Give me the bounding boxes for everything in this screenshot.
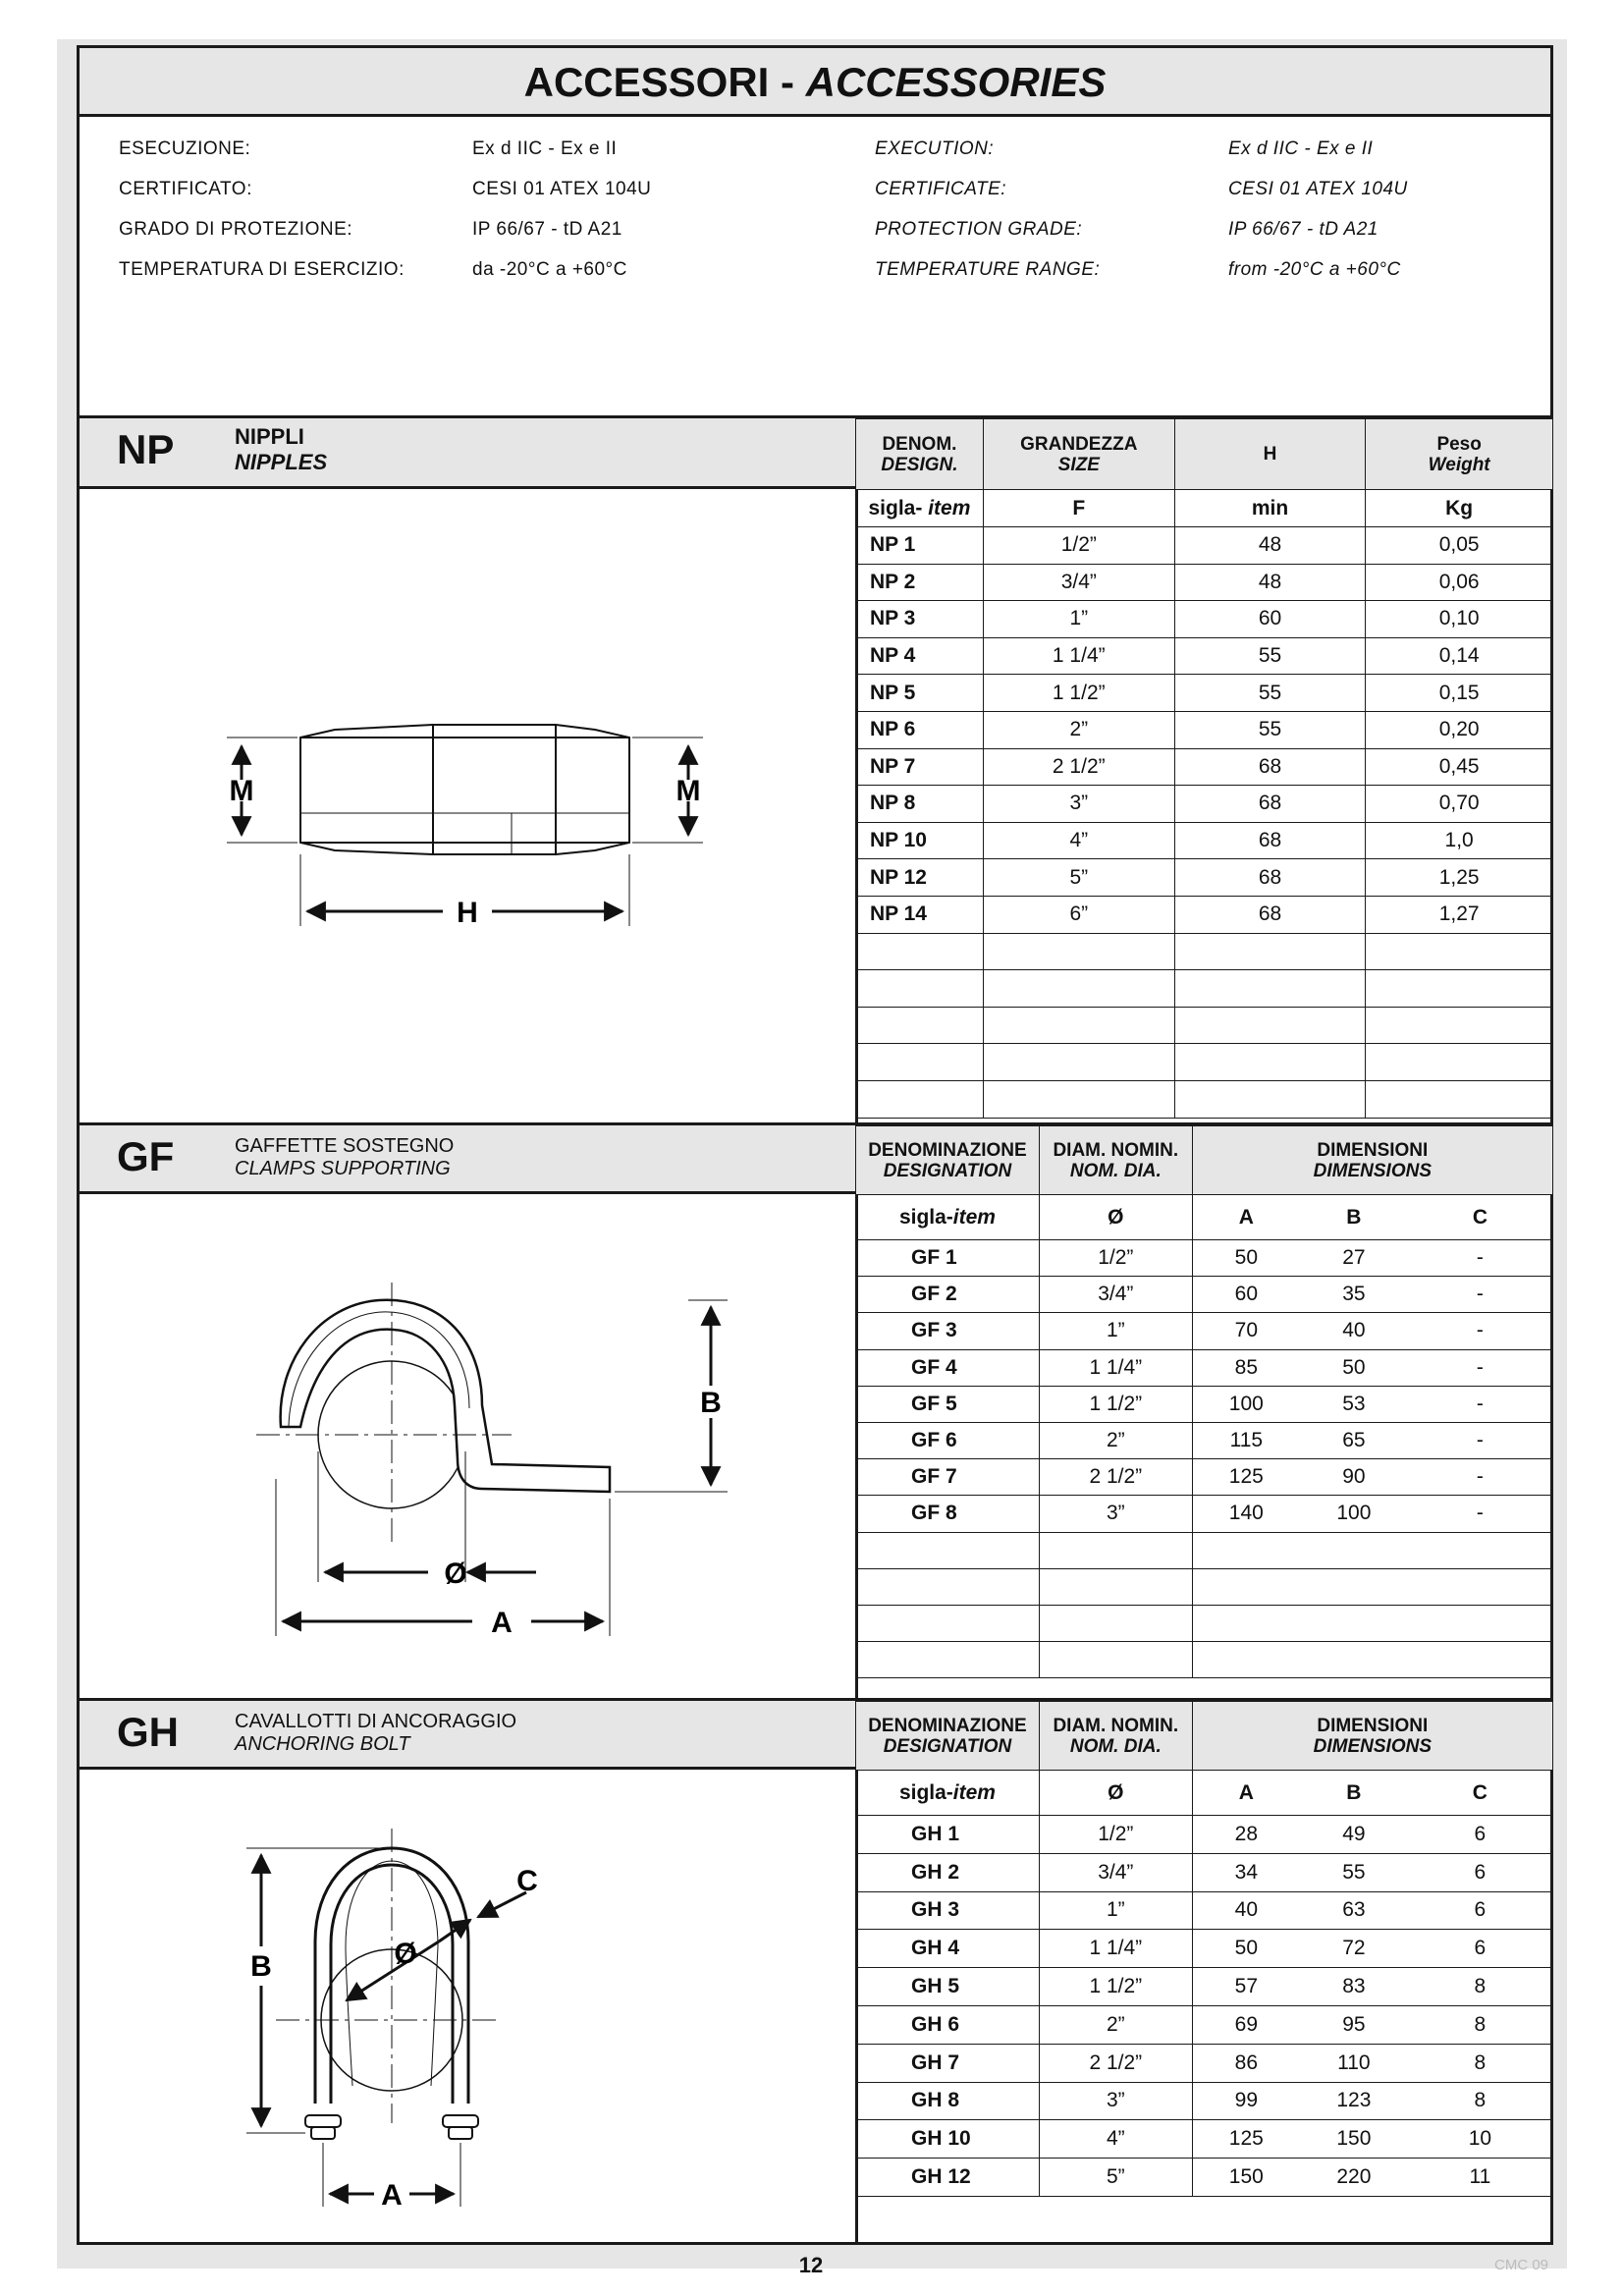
np-cell: 55 (1174, 637, 1366, 675)
np-cell: 2” (983, 711, 1174, 748)
gf-cell (1408, 1568, 1553, 1605)
np-cell-item (856, 933, 984, 970)
gh-cell: 99 (1192, 2082, 1300, 2120)
np-cell-item: NP 2 (856, 564, 984, 601)
gh-cell: 72 (1300, 1930, 1408, 1968)
gh-cell: 2” (1039, 2005, 1192, 2044)
section-name-gf-it: GAFFETTE SOSTEGNO (235, 1135, 455, 1157)
np-key-kg: Kg (1366, 490, 1553, 527)
gf-cell-item: GF 1 (856, 1240, 1040, 1277)
gf-units-row (856, 1195, 1553, 1240)
spec-value-protection-en: IP 66/67 - tD A21 (1228, 219, 1379, 240)
gh-cell: 1 1/2” (1039, 1968, 1192, 2006)
gh-table-row (856, 2082, 1553, 2120)
gh-table-header (856, 1702, 1553, 1771)
gf-cell (1192, 1642, 1300, 1678)
spec-label-execution-it: ESECUZIONE: (119, 138, 251, 159)
gf-cell: 2 1/2” (1039, 1459, 1192, 1496)
gh-ubolt-drawing (80, 1770, 855, 2241)
gh-header-dimensions: DIMENSIONI DIMENSIONS (1192, 1702, 1552, 1771)
gh-cell: 6 (1408, 1930, 1553, 1968)
gh-cell-item: GH 1 (856, 1816, 1040, 1854)
np-cell: 48 (1174, 564, 1366, 601)
np-cell (1366, 1080, 1553, 1118)
gh-table-row (856, 1968, 1553, 2006)
gf-table-row (856, 1422, 1553, 1458)
spec-label-protection-it: GRADO DI PROTEZIONE: (119, 219, 353, 240)
np-cell: 1 1/4” (983, 637, 1174, 675)
np-table-row (856, 822, 1553, 859)
gf-cell (1192, 1568, 1300, 1605)
gh-cell: 110 (1300, 2044, 1408, 2082)
np-table-row (856, 786, 1553, 823)
gh-cell: 8 (1408, 2005, 1553, 2044)
gf-cell-item (856, 1642, 1040, 1678)
section-name-np-it: NIPPLI (235, 424, 304, 449)
np-table-row (856, 564, 1553, 601)
gf-header-designation: DENOMINAZIONE DESIGNATION (856, 1126, 1040, 1195)
np-cell: 1,25 (1366, 859, 1553, 897)
np-cell-item: NP 12 (856, 859, 984, 897)
np-cell (983, 1080, 1174, 1118)
gf-table-row (856, 1496, 1553, 1532)
np-cell-item: NP 14 (856, 896, 984, 933)
gf-cell (1039, 1605, 1192, 1641)
gf-cell (1408, 1642, 1553, 1678)
gf-cell: - (1408, 1422, 1553, 1458)
gf-cell: 50 (1300, 1349, 1408, 1386)
np-cell (983, 1044, 1174, 1081)
gf-cell (1408, 1532, 1553, 1568)
gh-cell-item: GH 3 (856, 1891, 1040, 1930)
np-cell: 2 1/2” (983, 748, 1174, 786)
np-cell-item: NP 5 (856, 675, 984, 712)
gf-cell (1300, 1642, 1408, 1678)
gh-cell: 63 (1300, 1891, 1408, 1930)
gh-dim-diameter: Ø (394, 1938, 417, 1970)
gf-cell: - (1408, 1277, 1553, 1313)
gf-cell: 60 (1192, 1277, 1300, 1313)
np-table (855, 418, 1553, 1119)
np-cell: 1/2” (983, 527, 1174, 565)
gf-cell: 100 (1300, 1496, 1408, 1532)
spec-label-protection-en: PROTECTION GRADE: (875, 219, 1083, 240)
np-cell: 1” (983, 601, 1174, 638)
gf-cell: 40 (1300, 1313, 1408, 1349)
gf-cell: 70 (1192, 1313, 1300, 1349)
gf-key-c: C (1408, 1195, 1553, 1240)
gh-header-designation: DENOMINAZIONE DESIGNATION (856, 1702, 1040, 1771)
gf-cell: 90 (1300, 1459, 1408, 1496)
gf-cell: - (1408, 1240, 1553, 1277)
footer-code: CMC 09 (1494, 2257, 1549, 2273)
gf-table-row (856, 1459, 1553, 1496)
gf-cell-item (856, 1568, 1040, 1605)
gf-cell (1039, 1568, 1192, 1605)
np-table-row (856, 1007, 1553, 1044)
gf-cell: 27 (1300, 1240, 1408, 1277)
gf-cell (1300, 1532, 1408, 1568)
gh-table-row (856, 2005, 1553, 2044)
gf-header-nom-dia: DIAM. NOMIN. NOM. DIA. (1039, 1126, 1192, 1195)
gf-cell-item (856, 1532, 1040, 1568)
np-cell (983, 1007, 1174, 1044)
gf-cell: 35 (1300, 1277, 1408, 1313)
np-cell: 0,10 (1366, 601, 1553, 638)
gh-cell: 220 (1300, 2159, 1408, 2197)
np-cell: 0,20 (1366, 711, 1553, 748)
np-table-row (856, 896, 1553, 933)
spec-value-certificate-it: CESI 01 ATEX 104U (472, 179, 652, 199)
gf-cell: 3/4” (1039, 1277, 1192, 1313)
gh-table-row (856, 1816, 1553, 1854)
section-name-gf (235, 1135, 454, 1180)
np-cell-item: NP 3 (856, 601, 984, 638)
spec-label-temperature-en: TEMPERATURE RANGE: (875, 259, 1101, 280)
np-table-row (856, 637, 1553, 675)
gh-cell: 95 (1300, 2005, 1408, 2044)
spec-value-temperature-it: da -20°C a +60°C (472, 259, 627, 280)
np-cell: 68 (1174, 896, 1366, 933)
np-cell-item: NP 4 (856, 637, 984, 675)
gh-dim-c: C (516, 1865, 538, 1897)
section-name-np-en: NIPPLES (235, 450, 328, 474)
np-cell-item: NP 1 (856, 527, 984, 565)
gf-header-dimensions: DIMENSIONI DIMENSIONS (1192, 1126, 1552, 1195)
np-cell-item: NP 7 (856, 748, 984, 786)
gf-dim-diameter: Ø (444, 1558, 467, 1590)
np-cell (1174, 933, 1366, 970)
np-header-size: GRANDEZZA SIZE (983, 419, 1174, 490)
np-cell: 0,05 (1366, 527, 1553, 565)
np-cell: 60 (1174, 601, 1366, 638)
np-dim-m-right: M (676, 775, 701, 807)
section-header-gf (80, 1125, 855, 1194)
gh-cell: 8 (1408, 1968, 1553, 2006)
gf-table-row (856, 1386, 1553, 1422)
np-cell: 4” (983, 822, 1174, 859)
gf-clamp-drawing (80, 1194, 855, 1698)
gh-table-row (856, 2044, 1553, 2082)
gf-cell (1408, 1605, 1553, 1641)
gh-cell: 49 (1300, 1816, 1408, 1854)
gh-header-nom-dia: DIAM. NOMIN. NOM. DIA. (1039, 1702, 1192, 1771)
np-cell-item (856, 1007, 984, 1044)
gf-table-row (856, 1277, 1553, 1313)
section-header-gh (80, 1701, 855, 1770)
gf-cell-item: GF 7 (856, 1459, 1040, 1496)
gh-cell-item: GH 5 (856, 1968, 1040, 2006)
gh-units-row (856, 1771, 1553, 1816)
np-cell: 68 (1174, 822, 1366, 859)
gh-key-item: sigla-item (856, 1771, 1040, 1816)
np-table-row (856, 933, 1553, 970)
gf-key-a: A (1192, 1195, 1300, 1240)
np-nipple-drawing (80, 489, 855, 1121)
np-cell: 68 (1174, 748, 1366, 786)
gh-cell-item: GH 4 (856, 1930, 1040, 1968)
gh-cell: 8 (1408, 2044, 1553, 2082)
gf-cell (1300, 1568, 1408, 1605)
gh-cell: 28 (1192, 1816, 1300, 1854)
gf-table-row (856, 1349, 1553, 1386)
gh-cell: 55 (1300, 1853, 1408, 1891)
gh-cell: 50 (1192, 1930, 1300, 1968)
np-cell (1366, 1007, 1553, 1044)
section-name-gf-en: CLAMPS SUPPORTING (235, 1158, 451, 1179)
np-cell (1174, 1007, 1366, 1044)
spec-label-certificate-it: CERTIFICATO: (119, 179, 252, 199)
page-number: 12 (798, 2253, 824, 2277)
gh-cell: 6 (1408, 1891, 1553, 1930)
gh-table-row (856, 1930, 1553, 1968)
gh-cell: 3” (1039, 2082, 1192, 2120)
np-cell: 0,06 (1366, 564, 1553, 601)
section-code-gh: GH (117, 1709, 179, 1755)
gh-cell: 123 (1300, 2082, 1408, 2120)
section-header-np (80, 418, 855, 489)
gh-cell: 11 (1408, 2159, 1553, 2197)
gh-cell-item: GH 8 (856, 2082, 1040, 2120)
np-cell-item (856, 970, 984, 1008)
spec-value-temperature-en: from -20°C a +60°C (1228, 259, 1401, 280)
np-cell: 0,45 (1366, 748, 1553, 786)
section-name-gh-it: CAVALLOTTI DI ANCORAGGIO (235, 1711, 517, 1732)
title-english: ACCESSORIES (805, 59, 1107, 105)
gf-cell: 50 (1192, 1240, 1300, 1277)
gh-cell: 83 (1300, 1968, 1408, 2006)
gh-table-row (856, 2120, 1553, 2159)
np-cell (1366, 933, 1553, 970)
gf-cell-item: GF 3 (856, 1313, 1040, 1349)
gf-cell: 1” (1039, 1313, 1192, 1349)
spec-value-execution-it: Ex d IIC - Ex e II (472, 138, 618, 159)
np-key-min: min (1174, 490, 1366, 527)
gh-key-b: B (1300, 1771, 1408, 1816)
gf-cell: 2” (1039, 1422, 1192, 1458)
gf-table-row (856, 1642, 1553, 1678)
gf-cell (1300, 1605, 1408, 1641)
np-units-row (856, 490, 1553, 527)
np-table-row (856, 601, 1553, 638)
gh-cell: 10 (1408, 2120, 1553, 2159)
np-table-row (856, 527, 1553, 565)
np-cell: 3” (983, 786, 1174, 823)
gf-cell: 115 (1192, 1422, 1300, 1458)
gh-dim-a: A (381, 2179, 403, 2212)
gh-cell: 2 1/2” (1039, 2044, 1192, 2082)
gf-cell: 140 (1192, 1496, 1300, 1532)
gh-key-a: A (1192, 1771, 1300, 1816)
gf-cell-item (856, 1605, 1040, 1641)
gh-cell: 86 (1192, 2044, 1300, 2082)
gf-cell (1192, 1532, 1300, 1568)
gf-cell: - (1408, 1349, 1553, 1386)
gh-key-dia: Ø (1039, 1771, 1192, 1816)
gh-table-row (856, 2159, 1553, 2197)
np-cell-item (856, 1080, 984, 1118)
gh-cell: 34 (1192, 1853, 1300, 1891)
np-cell: 48 (1174, 527, 1366, 565)
np-table-row (856, 675, 1553, 712)
np-cell (1366, 970, 1553, 1008)
gh-cell: 5” (1039, 2159, 1192, 2197)
gf-cell-item: GF 5 (856, 1386, 1040, 1422)
np-header-h: H (1174, 419, 1366, 490)
np-cell: 1,0 (1366, 822, 1553, 859)
section-name-gh (235, 1711, 516, 1756)
gh-cell: 1 1/4” (1039, 1930, 1192, 1968)
gf-cell (1039, 1532, 1192, 1568)
gf-cell-item: GF 4 (856, 1349, 1040, 1386)
gf-cell: - (1408, 1386, 1553, 1422)
gh-cell-item: GH 10 (856, 2120, 1040, 2159)
gf-table-header (856, 1126, 1553, 1195)
spec-value-protection-it: IP 66/67 - tD A21 (472, 219, 622, 240)
np-header-design: DENOM. DESIGN. (856, 419, 984, 490)
gf-cell-item: GF 2 (856, 1277, 1040, 1313)
gh-cell: 125 (1192, 2120, 1300, 2159)
gh-table (855, 1701, 1553, 2197)
np-cell (983, 970, 1174, 1008)
gh-cell-item: GH 7 (856, 2044, 1040, 2082)
page-title (80, 48, 1550, 117)
gf-table (855, 1125, 1553, 1678)
np-cell: 1 1/2” (983, 675, 1174, 712)
gf-cell (1039, 1642, 1192, 1678)
section-name-gh-en: ANCHORING BOLT (235, 1733, 410, 1755)
np-cell: 68 (1174, 859, 1366, 897)
gh-table-row (856, 1853, 1553, 1891)
spec-label-execution-en: EXECUTION: (875, 138, 995, 159)
spec-label-temperature-it: TEMPERATURA DI ESERCIZIO: (119, 259, 405, 280)
gh-cell-item: GH 6 (856, 2005, 1040, 2044)
np-cell (1366, 1044, 1553, 1081)
gf-cell (1192, 1605, 1300, 1641)
np-cell: 1,27 (1366, 896, 1553, 933)
gf-table-row (856, 1313, 1553, 1349)
gh-cell: 150 (1300, 2120, 1408, 2159)
gf-cell: 1 1/2” (1039, 1386, 1192, 1422)
gf-cell: 3” (1039, 1496, 1192, 1532)
np-cell: 55 (1174, 711, 1366, 748)
gf-table-row (856, 1605, 1553, 1641)
np-cell: 68 (1174, 786, 1366, 823)
gf-table-row (856, 1568, 1553, 1605)
gh-cell: 57 (1192, 1968, 1300, 2006)
np-cell (983, 933, 1174, 970)
gf-cell: 125 (1192, 1459, 1300, 1496)
np-cell: 0,70 (1366, 786, 1553, 823)
gf-cell-item: GF 6 (856, 1422, 1040, 1458)
gf-cell: - (1408, 1496, 1553, 1532)
section-code-gf: GF (117, 1133, 175, 1179)
np-table-row (856, 1044, 1553, 1081)
np-cell-item: NP 8 (856, 786, 984, 823)
gh-table-row (856, 1891, 1553, 1930)
np-cell-item (856, 1044, 984, 1081)
np-key-item: sigla- item (856, 490, 984, 527)
np-cell: 3/4” (983, 564, 1174, 601)
np-cell: 5” (983, 859, 1174, 897)
gf-dim-a: A (491, 1607, 513, 1639)
np-cell (1174, 970, 1366, 1008)
np-table-header (856, 419, 1553, 490)
gh-cell: 4” (1039, 2120, 1192, 2159)
gh-cell: 8 (1408, 2082, 1553, 2120)
np-cell: 0,14 (1366, 637, 1553, 675)
np-table-row (856, 711, 1553, 748)
gf-key-dia: Ø (1039, 1195, 1192, 1240)
gf-dim-b: B (700, 1387, 722, 1419)
gf-table-row (856, 1532, 1553, 1568)
np-cell-item: NP 6 (856, 711, 984, 748)
gh-cell: 150 (1192, 2159, 1300, 2197)
np-cell (1174, 1044, 1366, 1081)
gh-cell: 6 (1408, 1853, 1553, 1891)
gh-cell-item: GH 2 (856, 1853, 1040, 1891)
gf-cell: 100 (1192, 1386, 1300, 1422)
gf-cell: 1/2” (1039, 1240, 1192, 1277)
gf-cell: 1 1/4” (1039, 1349, 1192, 1386)
np-cell: 6” (983, 896, 1174, 933)
gh-cell: 40 (1192, 1891, 1300, 1930)
np-cell (1174, 1080, 1366, 1118)
section-code-np: NP (117, 426, 175, 472)
gf-table-row (856, 1240, 1553, 1277)
gh-cell-item: GH 12 (856, 2159, 1040, 2197)
gf-key-b: B (1300, 1195, 1408, 1240)
gh-cell: 6 (1408, 1816, 1553, 1854)
spec-value-execution-en: Ex d IIC - Ex e II (1228, 138, 1374, 159)
spec-value-certificate-en: CESI 01 ATEX 104U (1228, 179, 1408, 199)
title-italian: ACCESSORI - (523, 59, 806, 105)
np-cell: 55 (1174, 675, 1366, 712)
np-cell: 0,15 (1366, 675, 1553, 712)
gh-cell: 1/2” (1039, 1816, 1192, 1854)
gf-cell: - (1408, 1459, 1553, 1496)
np-cell-item: NP 10 (856, 822, 984, 859)
np-header-weight: Peso Weight (1366, 419, 1553, 490)
gh-cell: 1” (1039, 1891, 1192, 1930)
gf-cell: 85 (1192, 1349, 1300, 1386)
gh-key-c: C (1408, 1771, 1553, 1816)
gf-cell-item: GF 8 (856, 1496, 1040, 1532)
gf-cell: 53 (1300, 1386, 1408, 1422)
spec-label-certificate-en: CERTIFICATE: (875, 179, 1007, 199)
np-key-f: F (983, 490, 1174, 527)
np-dim-h: H (457, 897, 478, 929)
np-table-row (856, 1080, 1553, 1118)
np-dim-m-left: M (229, 775, 254, 807)
np-table-row (856, 859, 1553, 897)
np-table-row (856, 748, 1553, 786)
section-name-np (235, 424, 327, 475)
gf-key-item: sigla-item (856, 1195, 1040, 1240)
gh-cell: 69 (1192, 2005, 1300, 2044)
gf-cell: - (1408, 1313, 1553, 1349)
gf-cell: 65 (1300, 1422, 1408, 1458)
catalog-page-frame (77, 45, 1553, 2245)
gh-cell: 3/4” (1039, 1853, 1192, 1891)
gh-dim-b: B (250, 1950, 272, 1983)
np-table-row (856, 970, 1553, 1008)
